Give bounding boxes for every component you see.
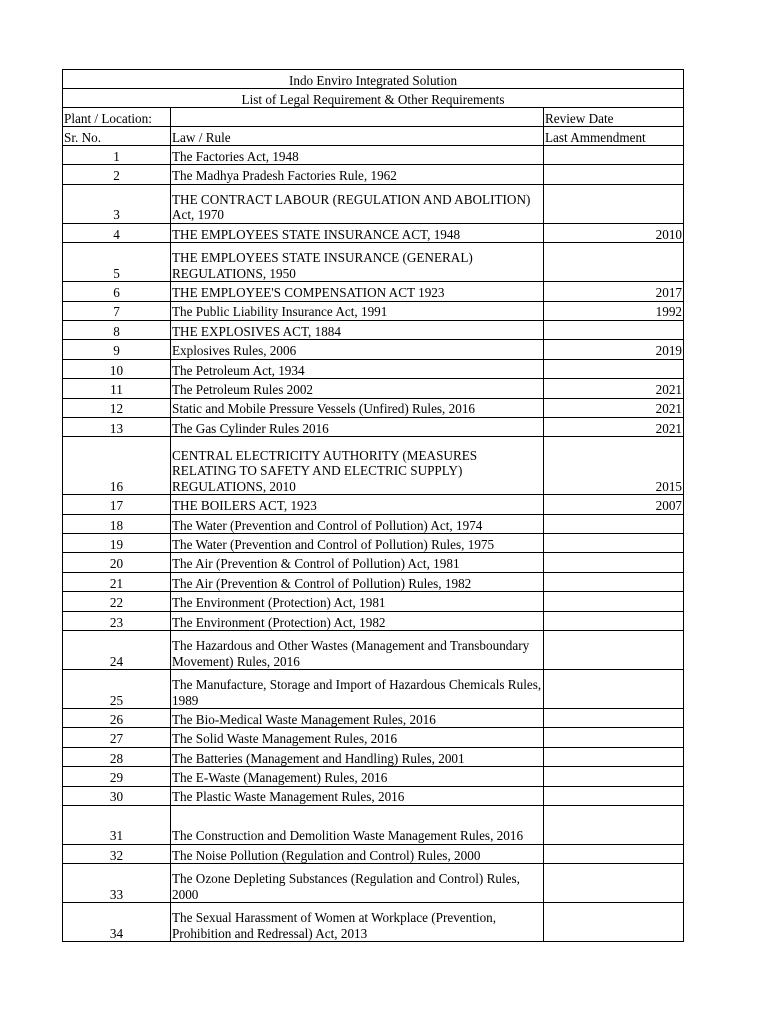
law-rule-cell: THE EMPLOYEE'S COMPENSATION ACT 1923 xyxy=(171,282,544,301)
last-amendment-cell: 2007 xyxy=(544,495,684,514)
law-rule-cell: The Noise Pollution (Regulation and Control) Rules, 2000 xyxy=(171,844,544,863)
last-amendment-cell xyxy=(544,786,684,805)
table-row xyxy=(63,903,684,942)
last-amendment-cell xyxy=(544,709,684,728)
last-amendment-cell: 2019 xyxy=(544,340,684,359)
table-row xyxy=(63,786,684,805)
sr-no-cell: 27 xyxy=(63,728,171,747)
law-rule-cell: The Sexual Harassment of Women at Workplace (Prevention, Prohibition and Redressal) Act, 2013 xyxy=(171,903,544,942)
table-row xyxy=(63,379,684,398)
table-row xyxy=(63,359,684,378)
law-rule-cell: The Petroleum Rules 2002 xyxy=(171,379,544,398)
sr-no-cell: 21 xyxy=(63,572,171,591)
law-rule-cell: The Batteries (Management and Handling) Rules, 2001 xyxy=(171,747,544,766)
column-header-row xyxy=(63,127,684,146)
last-amendment-cell xyxy=(544,146,684,165)
table-row xyxy=(63,670,684,709)
sr-no-cell: 29 xyxy=(63,767,171,786)
last-amendment-cell xyxy=(544,243,684,282)
sr-no-cell: 23 xyxy=(63,611,171,630)
table-row xyxy=(63,243,684,282)
plant-location-value xyxy=(171,108,544,127)
law-rule-cell: The Solid Waste Management Rules, 2016 xyxy=(171,728,544,747)
table-row xyxy=(63,514,684,533)
last-amendment-cell xyxy=(544,611,684,630)
table-row xyxy=(63,805,684,844)
law-rule-cell: CENTRAL ELECTRICITY AUTHORITY (MEASURES RELATING TO SAFETY AND ELECTRIC SUPPLY) REGULATIONS, 2010 xyxy=(171,437,544,495)
table-row xyxy=(63,320,684,339)
law-rule-cell: The Environment (Protection) Act, 1982 xyxy=(171,611,544,630)
last-amendment-cell xyxy=(544,728,684,747)
law-rule-header: Law / Rule xyxy=(171,127,544,146)
subtitle-row xyxy=(63,89,684,108)
sr-no-cell: 32 xyxy=(63,844,171,863)
last-amendment-cell xyxy=(544,631,684,670)
last-amendment-cell xyxy=(544,165,684,184)
sr-no-cell: 11 xyxy=(63,379,171,398)
sr-no-cell: 7 xyxy=(63,301,171,320)
last-amendment-cell: 1992 xyxy=(544,301,684,320)
table-row xyxy=(63,417,684,436)
list-subtitle: List of Legal Requirement & Other Requirements xyxy=(63,89,684,108)
sr-no-cell: 20 xyxy=(63,553,171,572)
last-amendment-cell xyxy=(544,553,684,572)
table-row xyxy=(63,553,684,572)
sr-no-cell: 1 xyxy=(63,146,171,165)
law-rule-cell: The Environment (Protection) Act, 1981 xyxy=(171,592,544,611)
sr-no-cell: 16 xyxy=(63,437,171,495)
sr-no-cell: 33 xyxy=(63,864,171,903)
last-amendment-cell xyxy=(544,592,684,611)
table-row xyxy=(63,184,684,223)
law-rule-cell: The Construction and Demolition Waste Management Rules, 2016 xyxy=(171,805,544,844)
law-rule-cell: The Bio-Medical Waste Management Rules, 2016 xyxy=(171,709,544,728)
law-rule-cell: The Air (Prevention & Control of Pollution) Rules, 1982 xyxy=(171,572,544,591)
company-title: Indo Enviro Integrated Solution xyxy=(63,70,684,89)
table-row xyxy=(63,611,684,630)
sr-no-cell: 30 xyxy=(63,786,171,805)
last-amendment-cell xyxy=(544,844,684,863)
sr-no-cell: 24 xyxy=(63,631,171,670)
sr-no-cell: 10 xyxy=(63,359,171,378)
table-row xyxy=(63,767,684,786)
table-row xyxy=(63,301,684,320)
table-row xyxy=(63,709,684,728)
law-rule-cell: The Public Liability Insurance Act, 1991 xyxy=(171,301,544,320)
table-row xyxy=(63,437,684,495)
last-amendment-cell: 2010 xyxy=(544,223,684,242)
law-rule-cell: The Water (Prevention and Control of Pollution) Rules, 1975 xyxy=(171,534,544,553)
law-rule-cell: The Hazardous and Other Wastes (Management and Transboundary Movement) Rules, 2016 xyxy=(171,631,544,670)
title-row xyxy=(63,70,684,89)
sr-no-cell: 8 xyxy=(63,320,171,339)
table-row xyxy=(63,398,684,417)
sr-no-cell: 13 xyxy=(63,417,171,436)
law-rule-cell: The Plastic Waste Management Rules, 2016 xyxy=(171,786,544,805)
law-rule-cell: The Factories Act, 1948 xyxy=(171,146,544,165)
last-amendment-cell xyxy=(544,572,684,591)
last-amendment-cell xyxy=(544,670,684,709)
table-row xyxy=(63,495,684,514)
table-row xyxy=(63,592,684,611)
last-amendment-cell xyxy=(544,184,684,223)
table-row xyxy=(63,844,684,863)
last-amendment-cell xyxy=(544,359,684,378)
law-rule-cell: The Petroleum Act, 1934 xyxy=(171,359,544,378)
sr-no-cell: 34 xyxy=(63,903,171,942)
sr-no-cell: 26 xyxy=(63,709,171,728)
law-rule-cell: THE BOILERS ACT, 1923 xyxy=(171,495,544,514)
sr-no-cell: 25 xyxy=(63,670,171,709)
law-rule-cell: THE EXPLOSIVES ACT, 1884 xyxy=(171,320,544,339)
law-rule-cell: The Gas Cylinder Rules 2016 xyxy=(171,417,544,436)
last-amendment-cell xyxy=(544,864,684,903)
law-rule-cell: THE CONTRACT LABOUR (REGULATION AND ABOLITION) Act, 1970 xyxy=(171,184,544,223)
last-amendment-cell: 2021 xyxy=(544,379,684,398)
table-row xyxy=(63,534,684,553)
sr-no-cell: 12 xyxy=(63,398,171,417)
sr-no-cell: 19 xyxy=(63,534,171,553)
table-row xyxy=(63,340,684,359)
sr-no-header: Sr. No. xyxy=(63,127,171,146)
sr-no-cell: 5 xyxy=(63,243,171,282)
last-amendment-cell: 2021 xyxy=(544,417,684,436)
law-rule-cell: THE EMPLOYEES STATE INSURANCE (GENERAL) REGULATIONS, 1950 xyxy=(171,243,544,282)
law-rule-cell: The Ozone Depleting Substances (Regulation and Control) Rules, 2000 xyxy=(171,864,544,903)
table-row xyxy=(63,165,684,184)
sr-no-cell: 9 xyxy=(63,340,171,359)
sr-no-cell: 18 xyxy=(63,514,171,533)
last-amendment-cell xyxy=(544,767,684,786)
review-date-label: Review Date xyxy=(544,108,684,127)
last-amendment-cell xyxy=(544,514,684,533)
table-row xyxy=(63,631,684,670)
sr-no-cell: 22 xyxy=(63,592,171,611)
plant-location-row xyxy=(63,108,684,127)
law-rule-cell: Static and Mobile Pressure Vessels (Unfired) Rules, 2016 xyxy=(171,398,544,417)
sr-no-cell: 17 xyxy=(63,495,171,514)
sr-no-cell: 6 xyxy=(63,282,171,301)
last-amendment-cell: 2021 xyxy=(544,398,684,417)
table-row xyxy=(63,282,684,301)
last-amendment-cell xyxy=(544,320,684,339)
law-rule-cell: The E-Waste (Management) Rules, 2016 xyxy=(171,767,544,786)
table-row xyxy=(63,747,684,766)
last-amendment-cell xyxy=(544,805,684,844)
law-rule-cell: THE EMPLOYEES STATE INSURANCE ACT, 1948 xyxy=(171,223,544,242)
last-amendment-header: Last Ammendment xyxy=(544,127,684,146)
legal-requirements-table xyxy=(62,69,684,942)
law-rule-cell: The Manufacture, Storage and Import of Hazardous Chemicals Rules, 1989 xyxy=(171,670,544,709)
last-amendment-cell: 2015 xyxy=(544,437,684,495)
sr-no-cell: 28 xyxy=(63,747,171,766)
law-rule-cell: The Water (Prevention and Control of Pollution) Act, 1974 xyxy=(171,514,544,533)
plant-location-label: Plant / Location: xyxy=(63,108,171,127)
last-amendment-cell: 2017 xyxy=(544,282,684,301)
sr-no-cell: 4 xyxy=(63,223,171,242)
sr-no-cell: 2 xyxy=(63,165,171,184)
law-rule-cell: Explosives Rules, 2006 xyxy=(171,340,544,359)
table-row xyxy=(63,864,684,903)
sr-no-cell: 3 xyxy=(63,184,171,223)
last-amendment-cell xyxy=(544,534,684,553)
table-row xyxy=(63,223,684,242)
last-amendment-cell xyxy=(544,747,684,766)
law-rule-cell: The Air (Prevention & Control of Pollution) Act, 1981 xyxy=(171,553,544,572)
table-row xyxy=(63,572,684,591)
last-amendment-cell xyxy=(544,903,684,942)
law-rule-cell: The Madhya Pradesh Factories Rule, 1962 xyxy=(171,165,544,184)
sr-no-cell: 31 xyxy=(63,805,171,844)
table-body xyxy=(63,70,684,942)
table-row xyxy=(63,728,684,747)
table-row xyxy=(63,146,684,165)
